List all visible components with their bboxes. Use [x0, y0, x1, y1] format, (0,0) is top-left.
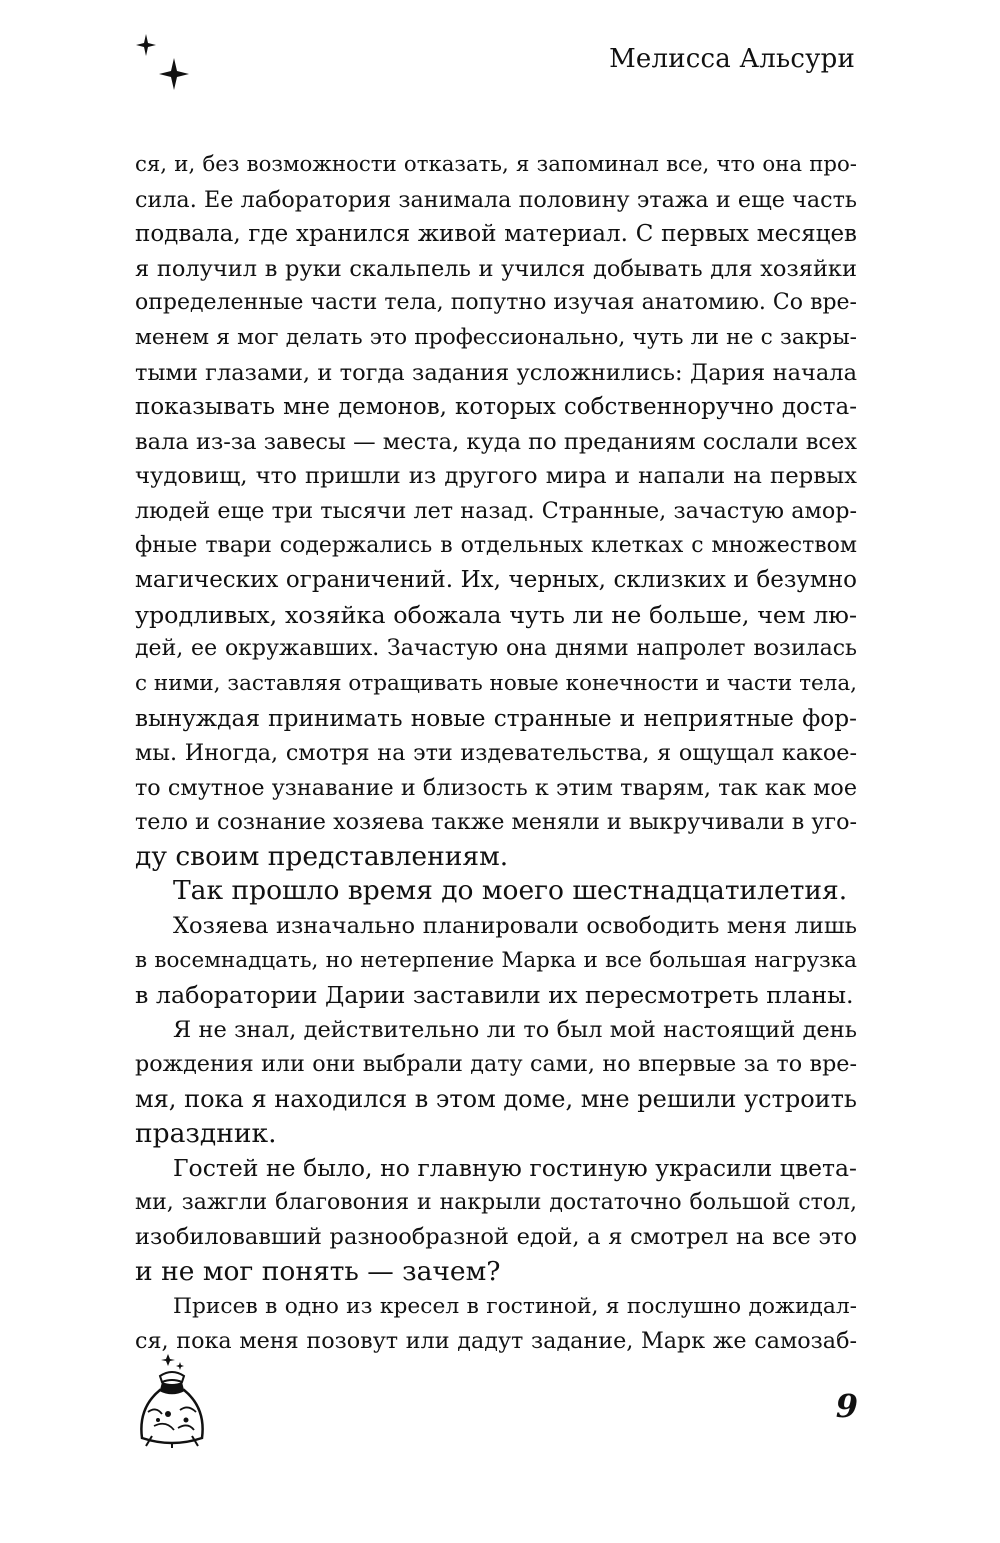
text-line: фные твари содержались в отдельных клетках с множеством: [135, 532, 857, 558]
paragraph-first-line: Хозяева изначально планировали освободить меня лишь: [173, 913, 857, 940]
text-line: мы. Иногда, смотря на эти издевательства, я ощущал какое-: [135, 740, 857, 767]
sparkle-stars-icon: [128, 28, 198, 98]
text-line: ми, зажгли благовония и накрыли достаточно большой стол,: [135, 1189, 857, 1215]
text-line: вынуждая принимать новые странные и неприятные фор-: [135, 704, 857, 732]
running-head-author: Мелисса Альсури: [609, 44, 855, 74]
text-line: я получил в руки скальпель и учился добывать для хозяйки: [135, 255, 857, 282]
text-line: праздник.: [135, 1117, 277, 1149]
text-line: показывать мне демонов, которых собственноручно доста-: [135, 394, 857, 421]
text-line: в восемнадцать, но нетерпение Марка и все большая нагрузка: [135, 947, 857, 973]
text-line: в лаборатории Дарии заставили их пересмотреть планы.: [135, 981, 854, 1010]
pouch-ornament-icon: [132, 1350, 212, 1450]
text-line: то смутное узнавание и близость к этим тварям, так как мое: [135, 774, 857, 801]
body-text: [135, 148, 857, 1359]
text-line: менем я мог делать это профессионально, чуть ли не с закры-: [135, 324, 857, 350]
paragraph-first-line: Я не знал, действительно ли то был мой настоящий день: [173, 1016, 857, 1043]
text-line: вала из-за завесы — места, куда по преданиям сослали всех: [135, 428, 857, 455]
text-line: с ними, заставляя отращивать новые конечности и части тела,: [135, 670, 857, 696]
page-number: 9: [835, 1387, 858, 1425]
text-line: и не мог понять — зачем?: [135, 1256, 501, 1287]
text-line: ду своим представлениям.: [135, 840, 509, 872]
text-line: подвала, где хранился живой материал. С первых месяцев: [135, 221, 857, 248]
text-line: тело и сознание хозяева также меняли и выкручивали в уго-: [135, 809, 857, 836]
text-line: рождения или они выбрали дату сами, но впервые за то вре-: [135, 1051, 857, 1078]
text-line: мя, пока я находился в этом доме, мне решили устроить: [135, 1085, 857, 1114]
text-line: определенные части тела, попутно изучая анатомию. Со вре-: [135, 290, 857, 316]
text-line: ся, пока меня позовут или дадут задание, Марк же самозаб-: [135, 1328, 857, 1355]
text-line: уродливых, хозяйка обожала чуть ли не больше, чем лю-: [135, 600, 857, 629]
paragraph-first-line: Так прошло время до моего шестнадцатилетия.: [173, 875, 848, 907]
paragraph-first-line: Присев в одно из кресел в гостиной, я послушно дожидал-: [173, 1293, 857, 1319]
text-line: дей, ее окружавших. Зачастую она днями напролет возилась: [135, 636, 857, 662]
paragraph-first-line: Гостей не было, но главную гостиную украсили цвета-: [173, 1154, 857, 1183]
text-line: изобиловавший разнообразной едой, а я смотрел на все это: [135, 1224, 857, 1251]
text-line: людей еще три тысячи лет назад. Странные, зачастую амор-: [135, 497, 857, 524]
text-line: тыми глазами, и тогда задания усложнились: Дария начала: [135, 359, 857, 386]
text-line: магических ограничений. Их, черных, склизких и безумно: [135, 567, 857, 594]
text-line: ся, и, без возможности отказать, я запоминал все, что она про-: [135, 152, 857, 177]
text-line: сила. Ее лаборатория занимала половину этажа и еще часть: [135, 186, 857, 213]
text-line: чудовищ, что пришли из другого мира и напали на первых: [135, 463, 857, 490]
